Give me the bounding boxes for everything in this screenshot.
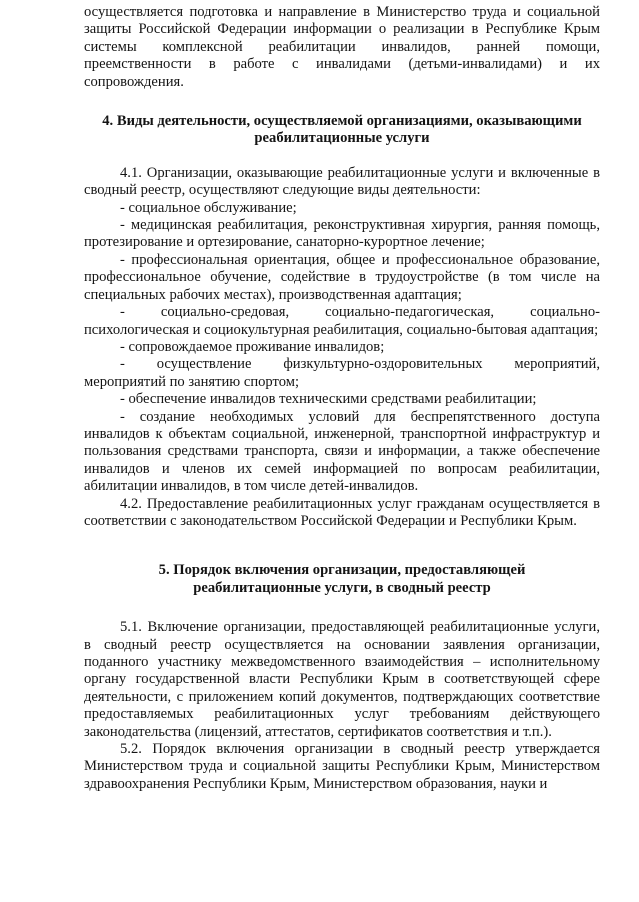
- list-item: - профессиональная ориентация, общее и профессиональное образование, профессиональное обучение, содействие в трудоустройстве (в том числе на специальных рабочих местах), производственная адаптация;: [84, 251, 600, 303]
- list-item: - создание необходимых условий для беспрепятственного доступа инвалидов к объектам социальной, инженерной, транспортной инфраструктур и пользования средствами транспорта, связи и информации, а также обеспечение инвалидов и членов их семей информацией по вопросам реабилитации, абилитации инвалидов, в том числе детей-инвалидов.: [84, 408, 600, 495]
- list-item: - осуществление физкультурно-оздоровительных мероприятий, мероприятий по занятию спортом;: [84, 356, 600, 390]
- section-5-heading-line-1: 5. Порядок включения организации, предоставляющей: [158, 562, 526, 579]
- paragraph-4-1: 4.1. Организации, оказывающие реабилитационные услуги и включенные в сводный реестр, осуществляют следующие виды деятельности:: [84, 164, 600, 199]
- list-item: - обеспечение инвалидов техническими средствами реабилитации;: [120, 391, 537, 408]
- spacer: [84, 148, 600, 165]
- spacer: [84, 597, 600, 619]
- section-4-heading-line-1: 4. Виды деятельности, осуществляемой организациями, оказывающими: [102, 113, 582, 130]
- list-item: - сопровождаемое проживание инвалидов;: [120, 338, 385, 355]
- document-page: [84, 4, 600, 793]
- paragraph-5-2: 5.2. Порядок включения организации в сводный реестр утверждается Министерством труда и социальной защиты Республики Крым, Министерством здравоохранения Республики Крым, Министерством образования, науки и: [84, 741, 600, 792]
- section-4-heading: [84, 113, 600, 148]
- activity-list: [84, 200, 600, 496]
- section-4-heading-line-2: реабилитационные услуги: [254, 130, 430, 147]
- list-item: - социально-средовая, социально-педагогическая, социально-психологическая и социокультурная реабилитация, социально-бытовая адаптация;: [84, 304, 600, 338]
- paragraph-5-1: 5.1. Включение организации, предоставляющей реабилитационные услуги, в сводный реестр осуществляется на основании заявления организации, поданного участнику межведомственного взаимодействия – исполнительному органу государственной власти Республики Крым в соответствующей сфере деятельности, с приложением копий документов, подтверждающих соответствие предоставляемых реабилитационных услуг требованиям действующего законодательства (лицензий, аттестатов, сертификатов соответствия и т.п.).: [84, 619, 600, 740]
- paragraph-4-2: 4.2. Предоставление реабилитационных услуг гражданам осуществляется в соответствии с законодательством Российской Федерации и Республики Крым.: [84, 495, 600, 529]
- list-item: - медицинская реабилитация, реконструктивная хирургия, ранняя помощь, протезирование и ортезирование, санаторно-курортное лечение;: [84, 217, 600, 251]
- intro-continuation-paragraph: осуществляется подготовка и направление в Министерство труда и социальной защиты Российской Федерации информации о реализации в Республике Крым системы комплексной реабилитации инвалидов, ранней помощи, преемственности в работе с инвалидами (детьми-инвалидами) и их сопровождения.: [84, 4, 600, 90]
- list-item: - социальное обслуживание;: [120, 199, 297, 216]
- spacer: [84, 91, 600, 113]
- spacer: [84, 530, 600, 562]
- section-5-heading: [84, 562, 600, 597]
- section-5-heading-line-2: реабилитационные услуги, в сводный реестр: [193, 579, 491, 596]
